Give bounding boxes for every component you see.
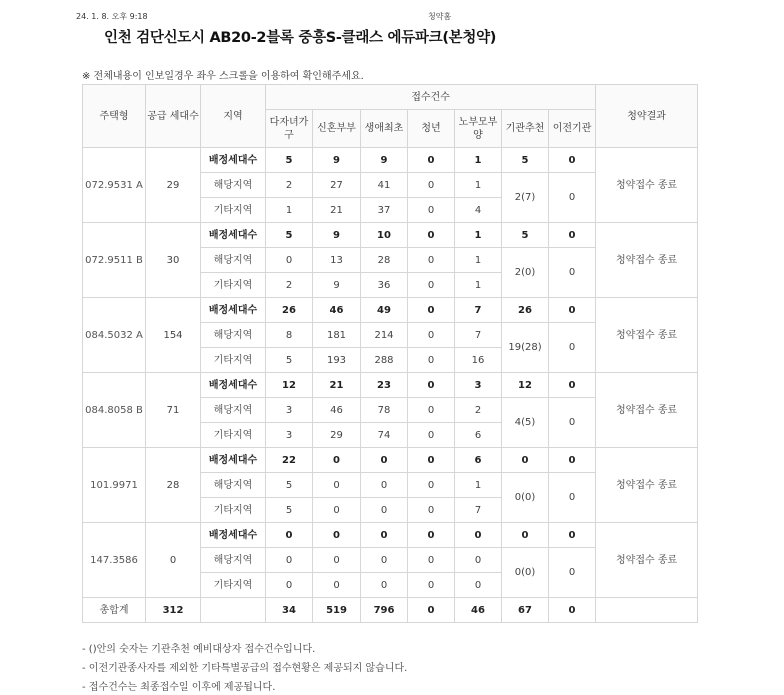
agency-received: 2(7) [502, 173, 549, 223]
transfer-received: 0 [549, 248, 596, 298]
region-label: 해당지역 [201, 323, 266, 348]
count-cell: 0 [408, 523, 455, 548]
count-cell: 1 [455, 173, 502, 198]
count-cell: 7 [455, 323, 502, 348]
count-cell: 7 [455, 298, 502, 323]
count-cell: 1 [455, 248, 502, 273]
agency-allot: 12 [502, 373, 549, 398]
count-cell: 9 [313, 148, 361, 173]
count-cell: 0 [408, 248, 455, 273]
count-cell: 23 [361, 373, 408, 398]
supply-count: 29 [146, 148, 201, 223]
region-label: 해당지역 [201, 548, 266, 573]
col-header-youth: 청년 [408, 110, 455, 148]
count-cell: 193 [313, 348, 361, 373]
count-cell: 2 [455, 398, 502, 423]
count-cell: 0 [408, 223, 455, 248]
region-label: 해당지역 [201, 173, 266, 198]
unit-type: 101.9971 [83, 448, 146, 523]
transfer-allot: 0 [549, 523, 596, 548]
count-cell: 28 [361, 248, 408, 273]
count-cell: 1 [266, 198, 313, 223]
region-label: 기타지역 [201, 348, 266, 373]
count-cell: 0 [313, 498, 361, 523]
count-cell: 36 [361, 273, 408, 298]
region-label: 배정세대수 [201, 373, 266, 398]
count-cell: 9 [313, 223, 361, 248]
total-label: 총합계 [83, 598, 146, 623]
count-cell: 26 [266, 298, 313, 323]
region-label: 기타지역 [201, 573, 266, 598]
header-row [83, 85, 698, 110]
count-cell: 5 [266, 498, 313, 523]
footnotes [82, 640, 407, 695]
count-cell: 0 [313, 573, 361, 598]
col-header-elderly: 노부모부양 [455, 110, 502, 148]
count-cell: 21 [313, 198, 361, 223]
count-cell: 0 [408, 498, 455, 523]
footnote: - ()안의 숫자는 기관추천 예비대상자 접수건수입니다. [82, 644, 316, 655]
count-cell: 16 [455, 348, 502, 373]
total-supply: 312 [146, 598, 201, 623]
count-cell: 0 [361, 573, 408, 598]
count-cell: 0 [408, 398, 455, 423]
count-cell: 5 [266, 473, 313, 498]
count-cell: 0 [361, 523, 408, 548]
table-row [83, 223, 698, 248]
count-cell: 12 [266, 373, 313, 398]
transfer-allot: 0 [549, 298, 596, 323]
result-status: 청약접수 종료 [596, 523, 698, 598]
transfer-allot: 0 [549, 448, 596, 473]
col-header-group: 접수건수 [266, 85, 596, 110]
total-count: 0 [408, 598, 455, 623]
count-cell: 1 [455, 223, 502, 248]
transfer-received: 0 [549, 323, 596, 373]
agency-received: 2(0) [502, 248, 549, 298]
region-label: 기타지역 [201, 273, 266, 298]
count-cell: 3 [266, 423, 313, 448]
count-cell: 0 [408, 423, 455, 448]
count-cell: 0 [361, 448, 408, 473]
scroll-note: ※ 전체내용이 인보일경우 좌우 스크롤을 이용하여 확인해주세요. [82, 71, 364, 82]
table-row [83, 373, 698, 398]
count-cell: 214 [361, 323, 408, 348]
count-cell: 0 [408, 273, 455, 298]
count-cell: 5 [266, 223, 313, 248]
count-cell: 0 [361, 498, 408, 523]
count-cell: 0 [408, 548, 455, 573]
supply-count: 30 [146, 223, 201, 298]
agency-allot: 26 [502, 298, 549, 323]
count-cell: 0 [408, 173, 455, 198]
count-cell: 0 [266, 573, 313, 598]
result-status: 청약접수 종료 [596, 223, 698, 298]
unit-type: 084.8058 B [83, 373, 146, 448]
region-label: 기타지역 [201, 198, 266, 223]
count-cell: 49 [361, 298, 408, 323]
unit-type: 072.9511 B [83, 223, 146, 298]
region-label: 기타지역 [201, 498, 266, 523]
count-cell: 1 [455, 148, 502, 173]
count-cell: 0 [313, 448, 361, 473]
count-cell: 3 [455, 373, 502, 398]
count-cell: 0 [361, 548, 408, 573]
print-site-name: 청약홈 [428, 12, 452, 21]
total-count: 0 [549, 598, 596, 623]
count-cell: 288 [361, 348, 408, 373]
transfer-allot: 0 [549, 223, 596, 248]
count-cell: 22 [266, 448, 313, 473]
count-cell: 0 [408, 298, 455, 323]
agency-received: 4(5) [502, 398, 549, 448]
result-status: 청약접수 종료 [596, 148, 698, 223]
count-cell: 181 [313, 323, 361, 348]
region-label: 배정세대수 [201, 223, 266, 248]
region-label: 배정세대수 [201, 148, 266, 173]
agency-allot: 0 [502, 448, 549, 473]
transfer-received: 0 [549, 398, 596, 448]
region-label: 배정세대수 [201, 298, 266, 323]
supply-count: 0 [146, 523, 201, 598]
print-header [0, 11, 784, 23]
total-count: 519 [313, 598, 361, 623]
total-count: 46 [455, 598, 502, 623]
count-cell: 0 [408, 348, 455, 373]
transfer-allot: 0 [549, 373, 596, 398]
table-body [83, 148, 698, 623]
col-header-agency: 기관추천 [502, 110, 549, 148]
result-status: 청약접수 종료 [596, 448, 698, 523]
count-cell: 6 [455, 448, 502, 473]
count-cell: 21 [313, 373, 361, 398]
count-cell: 2 [266, 173, 313, 198]
agency-allot: 0 [502, 523, 549, 548]
total-count: 34 [266, 598, 313, 623]
total-row [83, 598, 698, 623]
count-cell: 13 [313, 248, 361, 273]
transfer-received: 0 [549, 173, 596, 223]
count-cell: 10 [361, 223, 408, 248]
count-cell: 6 [455, 423, 502, 448]
count-cell: 5 [266, 148, 313, 173]
transfer-allot: 0 [549, 148, 596, 173]
count-cell: 0 [313, 473, 361, 498]
unit-type: 084.5032 A [83, 298, 146, 373]
col-header-transfer: 이전기관 [549, 110, 596, 148]
total-count: 796 [361, 598, 408, 623]
table-row [83, 148, 698, 173]
count-cell: 0 [408, 473, 455, 498]
count-cell: 1 [455, 473, 502, 498]
count-cell: 37 [361, 198, 408, 223]
result-status: 청약접수 종료 [596, 373, 698, 448]
count-cell: 7 [455, 498, 502, 523]
region-label: 배정세대수 [201, 523, 266, 548]
agency-received: 19(28) [502, 323, 549, 373]
count-cell: 0 [408, 148, 455, 173]
total-result-empty [596, 598, 698, 623]
count-cell: 9 [361, 148, 408, 173]
count-cell: 0 [408, 323, 455, 348]
print-date: 24. 1. 8. 오후 9:18 [76, 12, 148, 21]
total-count: 67 [502, 598, 549, 623]
count-cell: 4 [455, 198, 502, 223]
page-title: 인천 검단신도시 AB20-2블록 중흥S-클래스 에듀파크(본청약) [104, 30, 497, 46]
footnote: - 이전기관종사자를 제외한 기타특별공급의 접수현황은 제공되지 않습니다. [82, 663, 408, 674]
supply-count: 154 [146, 298, 201, 373]
supply-count: 28 [146, 448, 201, 523]
table-row [83, 523, 698, 548]
count-cell: 3 [266, 398, 313, 423]
count-cell: 78 [361, 398, 408, 423]
col-header-region: 지역 [201, 85, 266, 148]
agency-allot: 5 [502, 223, 549, 248]
count-cell: 0 [361, 473, 408, 498]
count-cell: 41 [361, 173, 408, 198]
col-header-type: 주택형 [83, 85, 146, 148]
count-cell: 74 [361, 423, 408, 448]
agency-received: 0(0) [502, 548, 549, 598]
region-label: 해당지역 [201, 248, 266, 273]
subscription-table [82, 84, 698, 623]
region-label: 배정세대수 [201, 448, 266, 473]
region-label: 해당지역 [201, 473, 266, 498]
count-cell: 1 [455, 273, 502, 298]
count-cell: 0 [313, 548, 361, 573]
supply-count: 71 [146, 373, 201, 448]
result-status: 청약접수 종료 [596, 298, 698, 373]
count-cell: 5 [266, 348, 313, 373]
col-header-supply: 공급 세대수 [146, 85, 201, 148]
footnote: - 접수건수는 최종접수일 이후에 제공됩니다. [82, 682, 276, 693]
count-cell: 46 [313, 298, 361, 323]
transfer-received: 0 [549, 548, 596, 598]
col-header-newlywed: 신혼부부 [313, 110, 361, 148]
count-cell: 0 [455, 523, 502, 548]
agency-received: 0(0) [502, 473, 549, 523]
agency-allot: 5 [502, 148, 549, 173]
count-cell: 0 [266, 523, 313, 548]
count-cell: 29 [313, 423, 361, 448]
count-cell: 0 [266, 248, 313, 273]
count-cell: 27 [313, 173, 361, 198]
region-label: 기타지역 [201, 423, 266, 448]
col-header-firsttime: 생애최초 [361, 110, 408, 148]
count-cell: 0 [455, 548, 502, 573]
table-row [83, 448, 698, 473]
unit-type: 147.3586 [83, 523, 146, 598]
count-cell: 0 [408, 198, 455, 223]
unit-type: 072.9531 A [83, 148, 146, 223]
count-cell: 0 [455, 573, 502, 598]
count-cell: 0 [408, 373, 455, 398]
total-region-empty [201, 598, 266, 623]
count-cell: 0 [408, 573, 455, 598]
count-cell: 0 [266, 548, 313, 573]
col-header-result: 청약결과 [596, 85, 698, 148]
count-cell: 9 [313, 273, 361, 298]
count-cell: 0 [408, 448, 455, 473]
region-label: 해당지역 [201, 398, 266, 423]
table-row [83, 298, 698, 323]
count-cell: 8 [266, 323, 313, 348]
count-cell: 2 [266, 273, 313, 298]
col-header-multichild: 다자녀가구 [266, 110, 313, 148]
count-cell: 46 [313, 398, 361, 423]
transfer-received: 0 [549, 473, 596, 523]
count-cell: 0 [313, 523, 361, 548]
